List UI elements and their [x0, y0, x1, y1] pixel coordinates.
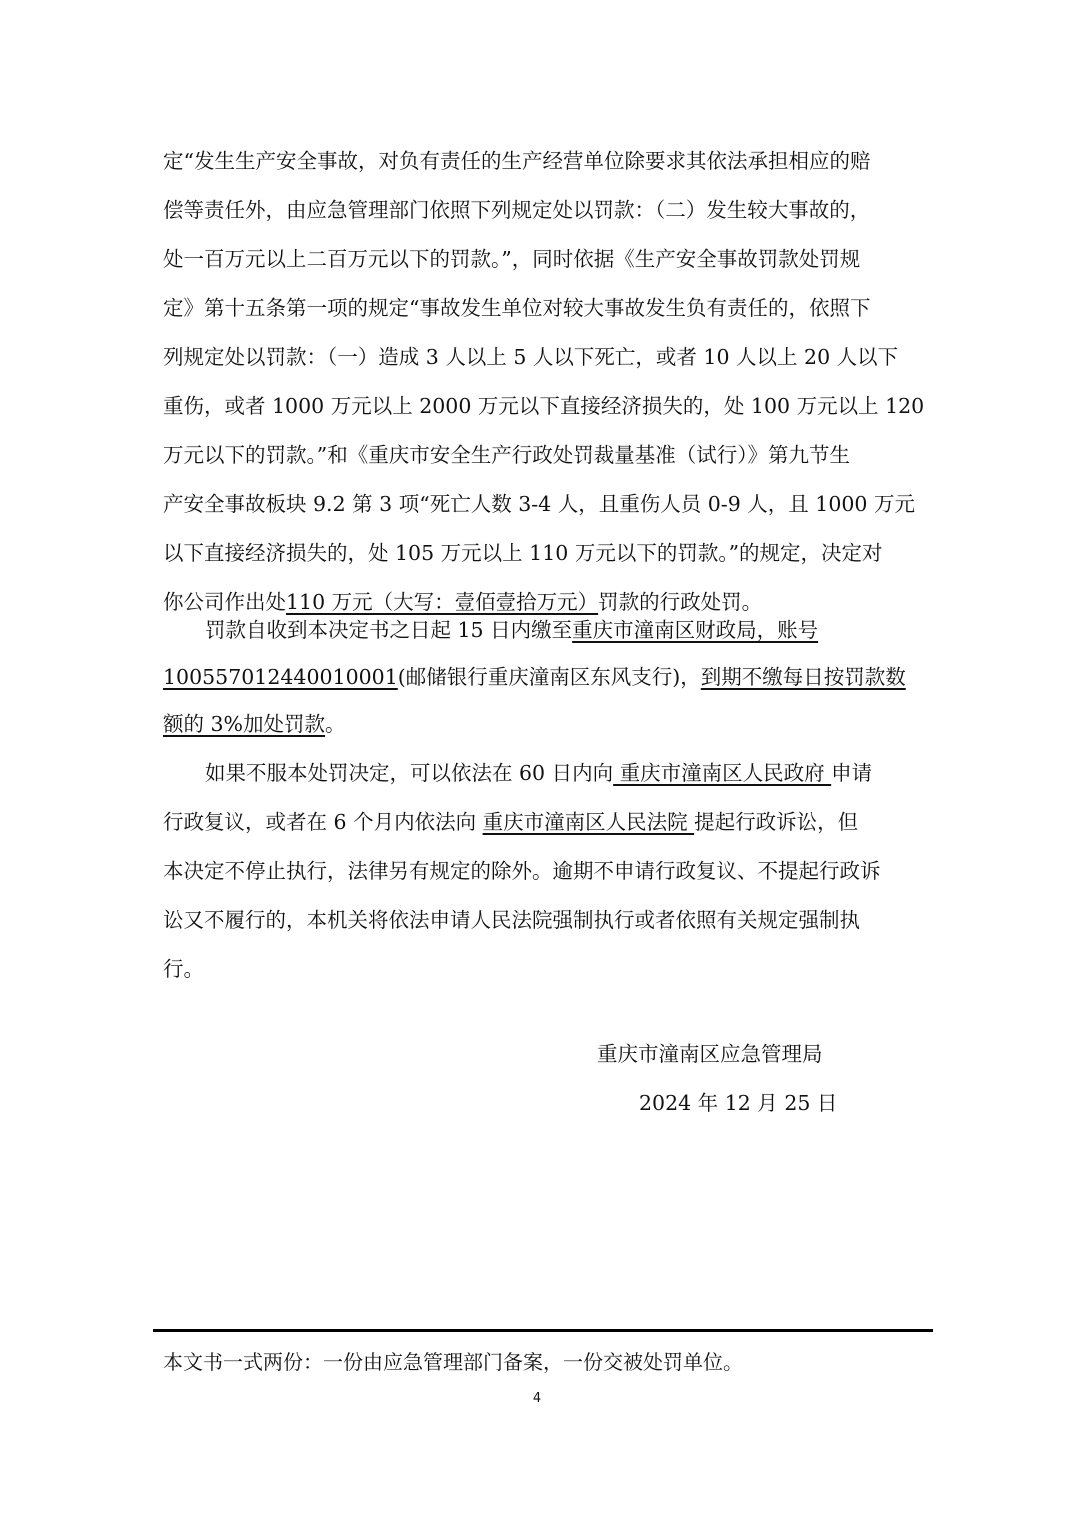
body-line-9: 以下直接经济损失的，处 105 万元以上 110 万元以下的罚款。”的规定，决定对 — [163, 541, 883, 565]
payment-line-1-text: 罚款自收到本决定书之日起 15 日内缴至 — [205, 618, 573, 642]
body-line-2: 偿等责任外，由应急管理部门依照下列规定处以罚款：（二）发生较大事故的， — [163, 198, 871, 222]
appeal-line-1 — [205, 758, 872, 788]
appeal-line-2-text-a: 行政复议，或者在 6 个月内依法向 — [163, 810, 483, 834]
body-line-6: 重伤，或者 1000 万元以上 2000 万元以下直接经济损失的，处 100 万元以上 120 — [163, 394, 925, 418]
body-line-10 — [163, 587, 762, 617]
footnote: 本文书一式两份：一份由应急管理部门备案，一份交被处罚单位。 — [163, 1350, 743, 1374]
account-number: 100557012440010001 — [163, 665, 398, 689]
penalty-amount: 110 万元（大写：壹佰壹拾万元） — [286, 590, 599, 614]
appeal-line-2-text-b: 提起行政诉讼，但 — [694, 810, 859, 834]
payment-line-3 — [163, 709, 346, 739]
late-fee-rate: 额的 3%加处罚款 — [163, 712, 326, 736]
appeal-line-1-text-a: 如果不服本处罚决定，可以依法在 60 日内向 — [205, 761, 614, 785]
page-number: 4 — [532, 1391, 542, 1406]
appeal-line-4: 讼又不履行的，本机关将依法申请人民法院强制执行或者依照有关规定强制执 — [163, 908, 860, 932]
bank-name: (邮储银行重庆潼南区东风支行)， — [397, 665, 701, 689]
appeal-line-1-text-b: 申请 — [831, 761, 873, 785]
body-line-5: 列规定处以罚款：（一）造成 3 人以上 5 人以下死亡，或者 10 人以上 20 人以下 — [163, 345, 899, 369]
review-authority: 重庆市潼南区人民政府 — [613, 761, 832, 785]
body-line-10-text-a: 你公司作出处 — [163, 590, 286, 614]
payment-line-1 — [205, 615, 818, 645]
late-fee-text: 到期不缴每日按罚款数 — [700, 665, 906, 689]
court-name: 重庆市潼南区人民法院 — [482, 810, 695, 834]
footer-divider — [153, 1329, 933, 1332]
issuing-authority: 重庆市潼南区应急管理局 — [597, 1042, 823, 1066]
body-line-3: 处一百万元以上二百万元以下的罚款。”，同时依据《生产安全事故罚款处罚规 — [163, 247, 861, 271]
issue-date: 2024 年 12 月 25 日 — [639, 1091, 838, 1115]
appeal-line-2 — [163, 807, 858, 837]
body-line-8: 产安全事故板块 9.2 第 3 项“死亡人数 3-4 人，且重伤人员 0-9 人，且 1000 万元 — [163, 492, 915, 516]
payment-line-3-end: 。 — [325, 712, 346, 736]
payment-line-2 — [163, 662, 906, 692]
body-line-10-text-b: 罚款的行政处罚。 — [598, 590, 763, 614]
body-line-7: 万元以下的罚款。”和《重庆市安全生产行政处罚裁量基准（试行）》第九节生 — [163, 443, 850, 467]
body-line-1: 定“发生生产安全事故，对负有责任的生产经营单位除要求其依法承担相应的赔 — [163, 149, 871, 173]
appeal-line-5: 行。 — [163, 957, 204, 981]
appeal-line-3: 本决定不停止执行，法律另有规定的除外。逾期不申请行政复议、不提起行政诉 — [163, 859, 881, 883]
payee-account: 重庆市潼南区财政局，账号 — [572, 618, 819, 642]
body-line-4: 定》第十五条第一项的规定“事故发生单位对较大事故发生负有责任的，依照下 — [163, 296, 871, 320]
